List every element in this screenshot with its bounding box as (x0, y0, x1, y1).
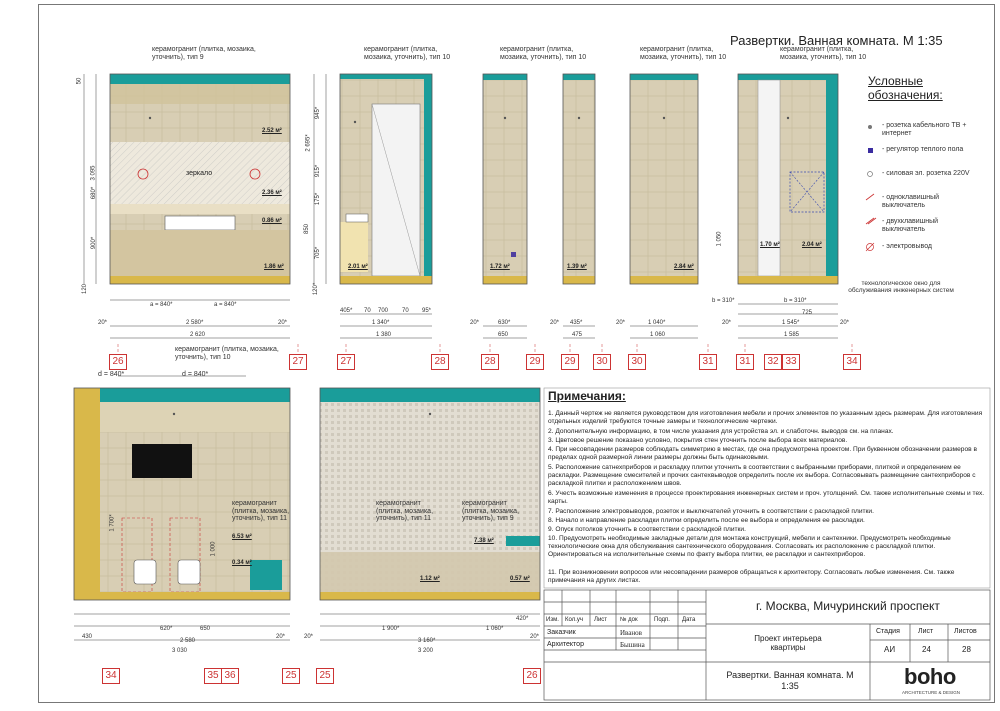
axis-marker: 33 (782, 354, 800, 370)
notes-title: Примечания: (548, 389, 626, 403)
note-item: 3. Цветовое решение показано условно, покрытия стен уточнить после выбора всех материалов. (548, 437, 848, 444)
dim-label: 3 200 (418, 648, 434, 654)
brand-logo: boho (904, 664, 956, 689)
dim-label: d = 840* (182, 371, 209, 378)
elevation-27-28-note: керамогранит (плитка, мозаика, уточнить), тип 10 (364, 46, 451, 61)
dim-label: 405* (340, 308, 353, 314)
dim-label: 900* (91, 236, 98, 250)
dim-label: a = 840* (214, 302, 237, 308)
area-label: 2.52 м² (262, 128, 282, 134)
dim-label: 20* (98, 320, 108, 326)
stamp-stage: АИ (884, 645, 896, 654)
area-label: 0.34 м² (232, 560, 252, 566)
legend-item-switch-double: - двухклавишный выключатель (882, 218, 939, 234)
dim-label: 630* (498, 320, 511, 326)
axis-marker: 26 (109, 354, 127, 370)
area-label: 1.70 м² (760, 242, 780, 248)
axis-marker: 29 (561, 354, 579, 370)
dim-label: 1 050 (716, 231, 723, 247)
dim-label: 915* (315, 164, 322, 178)
axis-marker: 28 (481, 354, 499, 370)
dim-label: 70 (402, 308, 409, 314)
dim-label: 1 700* (109, 514, 116, 532)
dim-label: 1 060 (650, 332, 666, 338)
area-label: 1.86 м² (264, 264, 284, 270)
note-item: 8. Начало и направление раскладки плитки определить после ее выбора и определения ее раскладки. (548, 517, 865, 524)
sheet-title: Развертки. Ванная комната. М 1:35 (730, 33, 943, 48)
dim-label: 20* (470, 320, 480, 326)
axis-marker: 26 (523, 668, 541, 684)
dim-label: 1 585 (784, 332, 800, 338)
dim-label: 20* (304, 634, 314, 640)
area-label: 2.36 м² (262, 190, 282, 196)
stamp-role: Заказчик (547, 629, 576, 636)
axis-marker: 28 (431, 354, 449, 370)
legend-item-tv: - розетка кабельного ТВ + интернет (882, 122, 967, 138)
elevation-31-34-note: керамогранит (плитка, мозаика, уточнить), тип 10 (780, 46, 867, 61)
dim-label: 1 000 (210, 541, 217, 557)
note-item: 10. Предусмотреть необходимые закладные детали для монтажа конструкций, мебели и сантехники. Предусмотреть необходимые технологические окна для обслуживания сантехнического оборудования. Согласовать их расположение с раскладкой плитки. Ориентироваться на исполнительные схемы по факту выбора плитки, ее раскладки и сантехприборов. (548, 535, 951, 559)
dim-label: 1 900* (382, 626, 400, 632)
note-item: 5. Расположение сатнехприборов и раскладку плитки уточнить в соответствии с выбранными приборами, плиткой и определением ее раскладки. Размещение смесителей и прочих сантехвыводов определить после их выбора. Согласовывать размещение сантехприборов с раскладкой плитки и расположением швов. (548, 464, 976, 488)
dim-label: 175* (315, 192, 322, 206)
dim-label: 650 (498, 332, 509, 338)
stamp-header: Кол.уч (565, 617, 583, 623)
area-label: 1.12 м² (420, 576, 440, 582)
stamp-header: Лист (594, 617, 608, 623)
stamp-name: Бышина (620, 641, 645, 649)
dim-label: d = 840* (98, 371, 125, 378)
axis-marker: 25 (282, 668, 300, 684)
note-item: 6. Учесть возможные изменения в процессе проектирования инженерных систем и проч. утолщений. См. также исполнительные схемы и тех. карты. (548, 490, 985, 506)
dim-label: 700 (378, 308, 389, 314)
axis-marker: 29 (526, 354, 544, 370)
area-label: 2.01 м² (348, 264, 368, 270)
elevation-30-31-note: керамогранит (плитка, мозаика, уточнить), тип 10 (640, 46, 727, 61)
stamp-drawing-name: Развертки. Ванная комната. М 1:35 (726, 670, 854, 691)
dim-label: 1 380 (376, 332, 392, 338)
area-label: 6.53 м² (232, 534, 252, 540)
legend-item-switch-single: - одноклавишный выключатель (882, 194, 940, 210)
elevation-25-26-note2: керамогранит (плитка, мозаика, уточнить), тип 9 (462, 500, 520, 523)
dim-label: 2 620 (190, 332, 206, 338)
dim-label: 680* (91, 186, 98, 200)
axis-marker: 32 (764, 354, 782, 370)
dim-label: 95* (422, 308, 432, 314)
dim-label: 430 (82, 634, 93, 640)
axis-marker: 36 (221, 668, 239, 684)
axis-marker: 27 (337, 354, 355, 370)
dim-label: 20* (550, 320, 560, 326)
stamp-role: Архитектор (547, 641, 584, 648)
dim-label: 2 695* (305, 134, 312, 152)
legend-item-socket: - силовая эл. розетка 220V (882, 170, 970, 177)
axis-marker: 27 (289, 354, 307, 370)
area-label: 2.04 м² (802, 242, 822, 248)
area-label: 1.39 м² (567, 264, 587, 270)
brand-subtitle: ARCHITECTURE & DESIGN (902, 690, 961, 695)
legend-item-floor-heating: - регулятор теплого пола (882, 146, 964, 153)
legend-item-outlet: - электровывод (882, 243, 933, 250)
dim-label: 725 (802, 310, 813, 316)
dim-label: 20* (722, 320, 732, 326)
stamp-sheet: 24 (922, 645, 931, 654)
dim-label: 475 (572, 332, 583, 338)
dim-label: 20* (840, 320, 850, 326)
dim-label: 20* (276, 634, 286, 640)
stamp-sheets: 28 (962, 645, 971, 654)
stamp-project: Проект интерьера квартиры (754, 634, 822, 652)
elevation-26-27-note: керамогранит (плитка, мозаика, уточнить), тип 9 (152, 46, 256, 61)
axis-marker: 30 (593, 354, 611, 370)
dim-label: a = 840* (150, 302, 173, 308)
dim-label: 1 060* (486, 626, 504, 632)
stamp-sheets-header: Листов (954, 628, 977, 635)
elevation-34-25-note2: керамогранит (плитка, мозаика, уточнить), тип 11 (232, 500, 290, 523)
dim-label: 20* (530, 634, 540, 640)
axis-marker: 34 (102, 668, 120, 684)
legend-title: Условные обозначения: (868, 74, 943, 103)
axis-marker: 30 (628, 354, 646, 370)
axis-marker: 25 (316, 668, 334, 684)
note-item: 7. Расположение электровыводов, розеток и выключателей уточнить в соответствии с раскладкой плитки. (548, 508, 874, 515)
tech-window-note: технологическое окно для обслуживания инженерных систем (848, 280, 954, 295)
dim-label: 120* (313, 282, 320, 296)
dim-label: 650 (200, 626, 211, 632)
dim-label: 2 580 (180, 638, 196, 644)
dim-label: 120 (82, 283, 89, 295)
stamp-header: Изм. (546, 617, 559, 623)
dim-label: 20* (278, 320, 288, 326)
dim-label: 850 (304, 223, 311, 235)
dim-label: 70 (364, 308, 371, 314)
elevation-28-29-note: керамогранит (плитка, мозаика, уточнить), тип 10 (500, 46, 587, 61)
dim-label: 20* (616, 320, 626, 326)
area-label: 0.57 м² (510, 576, 530, 582)
axis-marker: 34 (843, 354, 861, 370)
area-label: 1.72 м² (490, 264, 510, 270)
dim-label: 3 095 (90, 165, 97, 181)
dim-label: 1 040* (648, 320, 666, 326)
note-item: 4. При несовпадении размеров соблюдать симметрию в местах, где она предусмотрена проектом. При буквенном обозначении размеров в пределах одной размерной линии размеры должны быть одинаковыми. (548, 446, 977, 462)
dim-label: 3 160* (418, 638, 436, 644)
dim-label: 420* (516, 616, 529, 622)
note-item: 9. Опуск потолков уточнить в соответствии с раскладкой плитки. (548, 526, 746, 533)
dim-label: 1 545* (782, 320, 800, 326)
note-item: 2. Дополнительную информацию, в том числе указания для устройства эл. и слаботочн. выводов см. на планах. (548, 428, 894, 435)
area-label: 2.84 м² (674, 264, 694, 270)
axis-marker: 31 (736, 354, 754, 370)
stamp-sheet-header: Лист (918, 628, 934, 635)
dim-label: 2 580* (186, 320, 204, 326)
stamp-name: Иванов (620, 629, 642, 637)
note-item: 1. Данный чертеж не является руководством для изготовления мебели и прочих элементов по указанным здесь размерам. Для изготовления отдельных изделий требуются точные замеры и технологические чертежи. (548, 410, 983, 426)
dim-label: 1 340* (372, 320, 390, 326)
dim-label: 945* (315, 106, 322, 120)
stamp-header: Подп. (654, 617, 670, 623)
dim-label: 3 030 (172, 648, 188, 654)
axis-marker: 35 (204, 668, 222, 684)
dim-label: b = 310* (784, 298, 807, 304)
dim-label: 50 (76, 77, 83, 85)
dim-label: 620* (160, 626, 173, 632)
dim-label: 435* (570, 320, 583, 326)
area-label: 7.38 м² (474, 538, 494, 544)
dim-label: 705* (315, 246, 322, 260)
axis-marker: 31 (699, 354, 717, 370)
note-item: 11. При возникновении вопросов или несовпадении размеров обращаться к архитектору. Согласовать любые изменения. См. также примечания на других листах. (548, 569, 955, 585)
elevation-34-25-note: керамогранит (плитка, мозаика, уточнить), тип 10 (175, 346, 279, 361)
area-label: 0.86 м² (262, 218, 282, 224)
dim-label: b = 310* (712, 298, 735, 304)
stamp-header: № док (620, 617, 638, 623)
stamp-stage-header: Стадия (876, 628, 900, 635)
stamp-address: г. Москва, Мичуринский проспект (756, 599, 940, 613)
stamp-header: Дата (682, 617, 696, 623)
elevation-25-26-note: керамогранит (плитка, мозаика, уточнить), тип 11 (376, 500, 434, 523)
mirror-label: зеркало (186, 170, 213, 177)
